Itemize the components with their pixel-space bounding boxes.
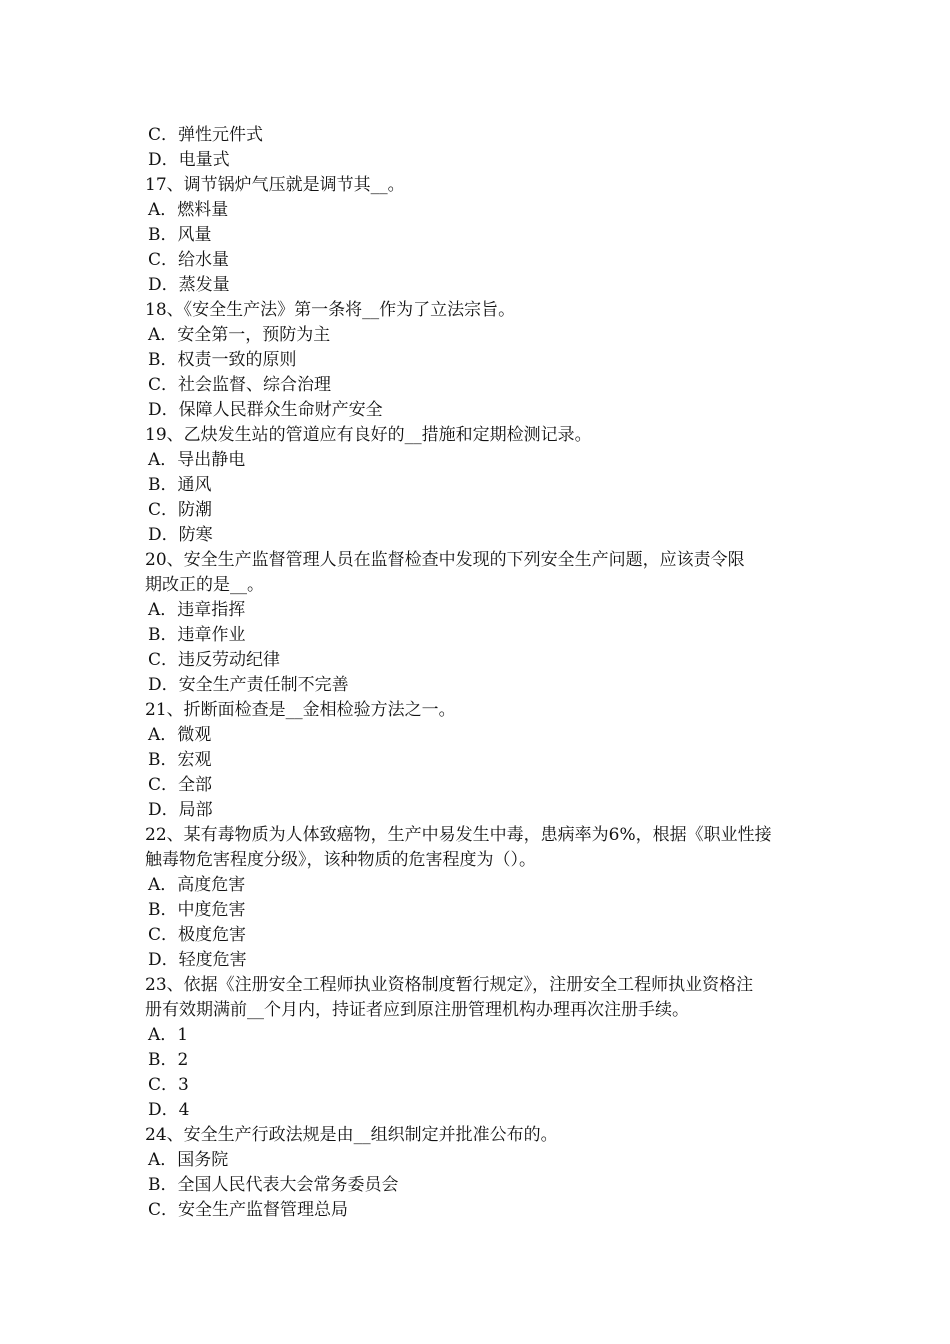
question-text: 20、安全生产监督管理人员在监督检查中发现的下列安全生产问题，应该责令限	[145, 550, 745, 570]
answer-option: D．安全生产责任制不完善	[148, 675, 349, 695]
answer-option: B．中度危害	[148, 900, 246, 920]
answer-option: C．弹性元件式	[148, 125, 264, 145]
question-text: 17、调节锅炉气压就是调节其__。	[145, 175, 405, 195]
answer-option: A．燃料量	[148, 200, 229, 220]
answer-option: B．2	[148, 1050, 189, 1070]
question-text: 19、乙炔发生站的管道应有良好的__措施和定期检测记录。	[145, 425, 592, 445]
answer-option: B．全国人民代表大会常务委员会	[148, 1175, 399, 1195]
answer-option: B．宏观	[148, 750, 212, 770]
answer-option: D．防寒	[148, 525, 213, 545]
answer-option: D．4	[148, 1100, 190, 1120]
answer-option: C．全部	[148, 775, 213, 795]
question-text: 18、《安全生产法》第一条将__作为了立法宗旨。	[145, 300, 516, 320]
answer-option: C．极度危害	[148, 925, 247, 945]
answer-option: B．风量	[148, 225, 212, 245]
answer-option: A．导出静电	[148, 450, 246, 470]
question-text: 21、折断面检查是__金相检验方法之一。	[145, 700, 456, 720]
answer-option: D．局部	[148, 800, 213, 820]
answer-option: C．违反劳动纪律	[148, 650, 281, 670]
answer-option: D．蒸发量	[148, 275, 230, 295]
answer-option: A．国务院	[148, 1150, 229, 1170]
question-text: 册有效期满前__个月内，持证者应到原注册管理机构办理再次注册手续。	[145, 1000, 689, 1020]
question-text: 23、依据《注册安全工程师执业资格制度暂行规定》，注册安全工程师执业资格注	[145, 975, 754, 995]
answer-option: D．轻度危害	[148, 950, 247, 970]
answer-option: A．安全第一，预防为主	[148, 325, 331, 345]
answer-option: A．违章指挥	[148, 600, 246, 620]
answer-option: A．高度危害	[148, 875, 246, 895]
answer-option: D．保障人民群众生命财产安全	[148, 400, 383, 420]
answer-option: B．违章作业	[148, 625, 246, 645]
answer-option: D．电量式	[148, 150, 230, 170]
answer-option: C．3	[148, 1075, 189, 1095]
question-text: 期改正的是__。	[145, 575, 264, 595]
document-body	[145, 123, 810, 1223]
answer-option: C．防潮	[148, 500, 213, 520]
answer-option: B．权责一致的原则	[148, 350, 297, 370]
answer-option: B．通风	[148, 475, 212, 495]
answer-option: C．给水量	[148, 250, 230, 270]
answer-option: A．微观	[148, 725, 212, 745]
question-text: 22、某有毒物质为人体致癌物，生产中易发生中毒，患病率为6%，根据《职业性接	[145, 825, 772, 845]
question-text: 24、安全生产行政法规是由__组织制定并批准公布的。	[145, 1125, 558, 1145]
answer-option: C．安全生产监督管理总局	[148, 1200, 349, 1220]
answer-option: A．1	[148, 1025, 189, 1045]
answer-option: C．社会监督、综合治理	[148, 375, 332, 395]
question-text: 触毒物危害程度分级》，该种物质的危害程度为（）。	[145, 850, 536, 870]
